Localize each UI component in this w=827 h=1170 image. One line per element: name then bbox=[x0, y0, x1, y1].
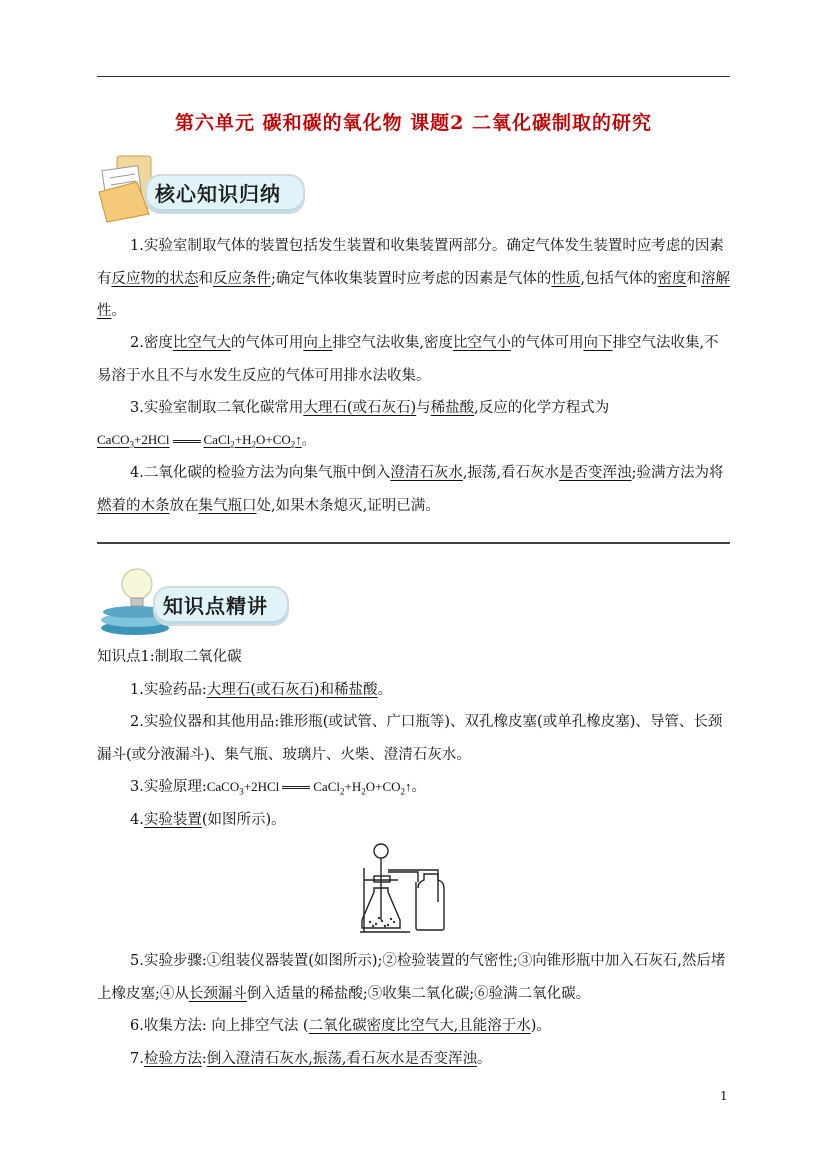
kp-item-5: 5.实验步骤:①组装仪器装置(如图所示);②检验装置的气密性;③向锥形瓶中加入石灰石,然后堵上橡皮塞;④从长颈漏斗倒入适量的稀盐酸;⑤收集二氧化碳;⑥验满二氧化碳。 bbox=[97, 953, 726, 1002]
core-item-3: 3.实验室制取二氧化碳常用大理石(或石灰石)与稀盐酸,反应的化学方程式为 bbox=[130, 400, 610, 416]
kp-item-2: 2.实验仪器和其他用品:锥形瓶(或试管、广口瓶等)、双孔橡皮塞(或单孔橡皮塞)、导管、长颈漏斗(或分液漏斗)、集气瓶、玻璃片、火柴、澄清石灰水。 bbox=[97, 714, 723, 763]
section-banner-core bbox=[97, 152, 312, 224]
kp-item-7: 7.检验方法:倒入澄清石灰水,振荡,看石灰水是否变浑浊。 bbox=[130, 1051, 492, 1067]
apparatus-diagram bbox=[360, 842, 470, 934]
section-banner-knowledge bbox=[97, 562, 297, 637]
banner-label-knowledge: 知识点精讲 bbox=[153, 586, 289, 626]
kp-item-3: 3.实验原理:CaCO$_3$+2HCl $CaCl_2+H_2O+CO_2↑$。 bbox=[130, 779, 426, 797]
core-item-1: 1.实验室制取气体的装置包括发生装置和收集装置两部分。确定气体发生装置时应考虑的因素有反应物的状态和反应条件;确定气体收集装置时应考虑的因素是气体的性质,包括气体的密度和溶解性。 bbox=[97, 238, 730, 319]
reaction-right: $CaCl_2+H_2O+CO_2↑$ bbox=[313, 779, 412, 797]
page-number: 1 bbox=[720, 1089, 728, 1103]
core-item-2: 2.密度比空气大的气体可用向上排空气法收集,密度比空气小的气体可用向下排空气法收集,不易溶于水且不与水发生反应的气体可用排水法收集。 bbox=[97, 335, 719, 384]
banner-label-core: 核心知识归纳 bbox=[145, 174, 305, 214]
section-divider bbox=[97, 542, 730, 544]
equation-left: CaCO$_3$+2HCl bbox=[97, 432, 170, 450]
core-item-4: 4.二氧化碳的检验方法为向集气瓶中倒入澄清石灰水,振荡,看石灰水是否变浑浊;验满方法为将燃着的木条放在集气瓶口处,如果木条熄灭,证明已满。 bbox=[97, 465, 724, 514]
equation-right: $CaCl_2+H_2O+CO_2↑$ bbox=[203, 432, 302, 450]
kp-item-1: 1.实验药品:大理石(或石灰石)和稀盐酸。 bbox=[130, 682, 393, 698]
reaction-left: CaCO$_3$+2HCl bbox=[206, 779, 280, 797]
equation-equals bbox=[173, 440, 201, 443]
knowledge-heading: 知识点1:制取二氧化碳 bbox=[97, 649, 242, 665]
reaction-equals bbox=[282, 786, 310, 789]
page-title: 第六单元 碳和碳的氧化物 课题2 二氧化碳制取的研究 bbox=[174, 112, 653, 134]
kp-item-4: 4.实验装置(如图所示)。 bbox=[130, 812, 286, 828]
top-rule bbox=[97, 76, 730, 77]
kp-item-6: 6.收集方法: 向上排空气法 (二氧化碳密度比空气大,且能溶于水)。 bbox=[130, 1018, 551, 1034]
core-equation: CaCO$_3$+2HCl $CaCl_2+H_2O+CO_2↑$。 bbox=[97, 432, 315, 450]
